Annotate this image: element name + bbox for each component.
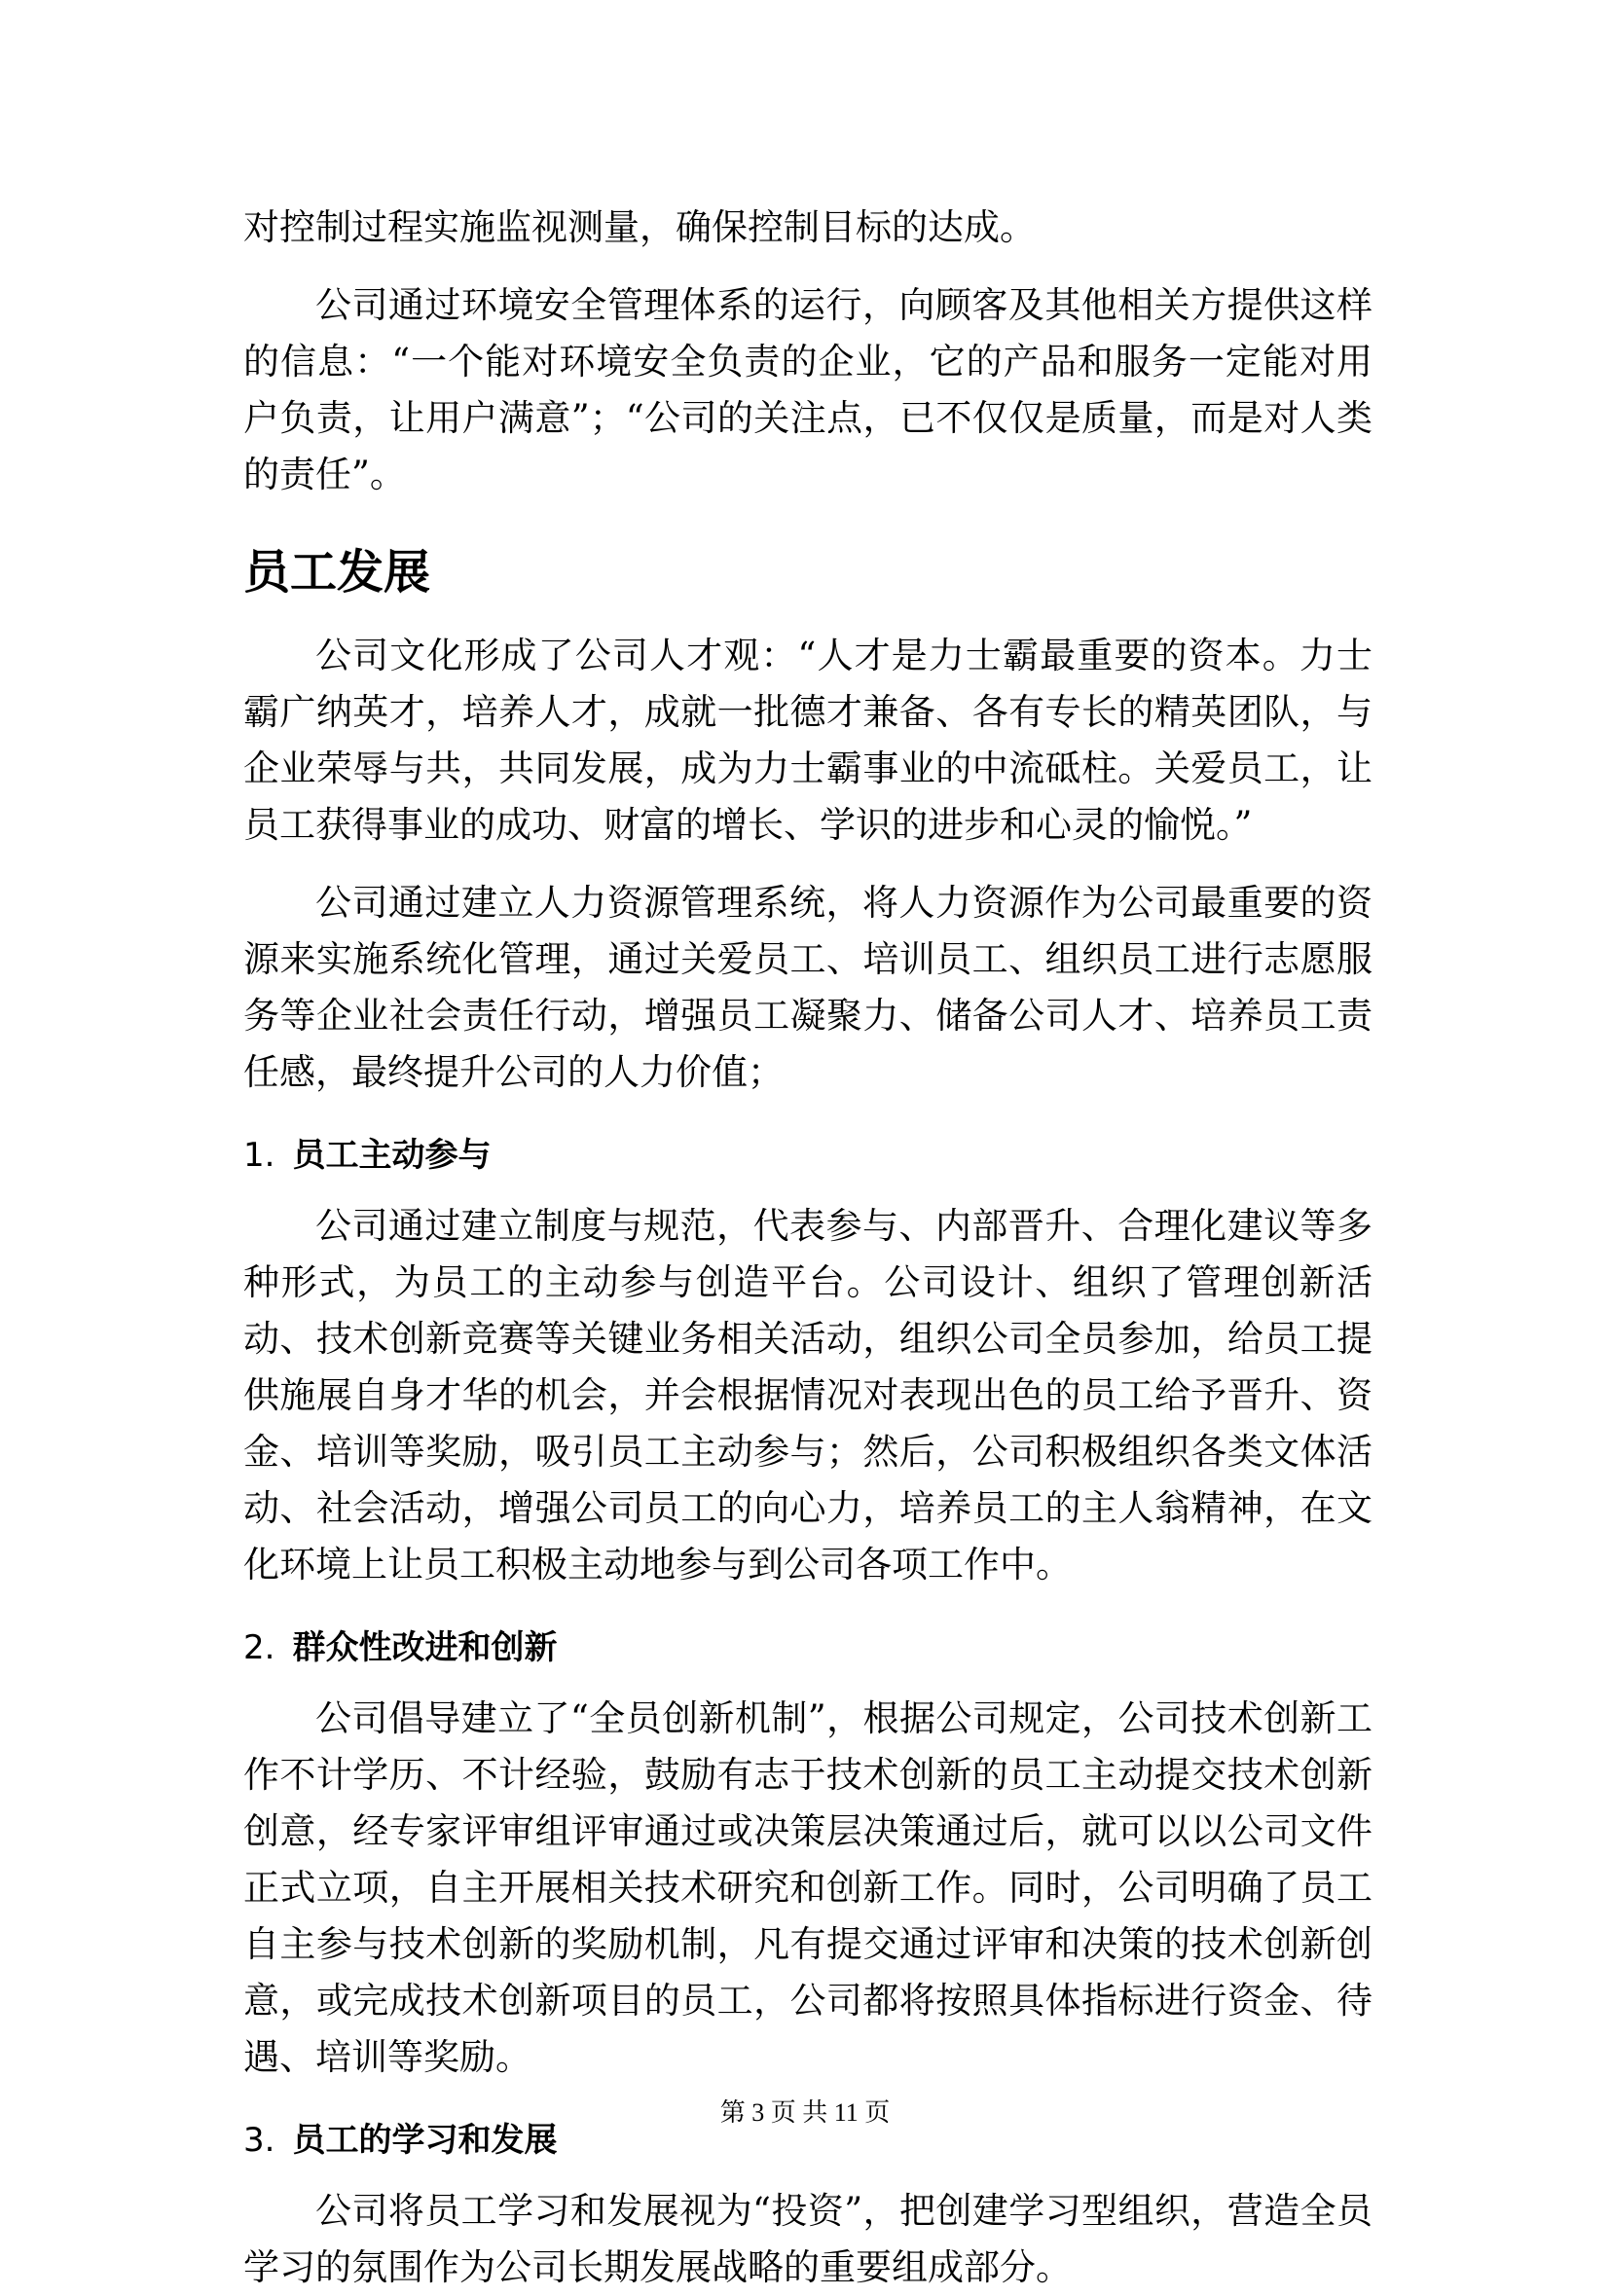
subsection-heading-1 — [243, 1124, 1372, 1186]
paragraph-environment-safety: 公司通过环境安全管理体系的运行，向顾客及其他相关方提供这样的信息：“一个能对环境安全负责的企业，它的产品和服务一定能对用户负责，让用户满意”；“公司的关注点，已不仅仅是质量，而是对人类的责任”。 — [243, 284, 1372, 495]
subsection-number: 3. — [243, 2121, 275, 2160]
paragraph-active-participation: 公司通过建立制度与规范，代表参与、内部晋升、合理化建议等多种形式，为员工的主动参与创造平台。公司设计、组织了管理创新活动、技术创新竞赛等关键业务相关活动，组织公司全员参加，给员工提供施展自身才华的机会，并会根据情况对表现出色的员工给予晋升、资金、培训等奖励，吸引员工主动参与；然后，公司积极组织各类文体活动、社会活动，增强公司员工的向心力，培养员工的主人翁精神，在文化环境上让员工积极主动地参与到公司各项工作中。 — [243, 1205, 1372, 1585]
paragraph-control-process: 对控制过程实施监视测量，确保控制目标的达成。 — [243, 206, 1036, 248]
page-footer: 第 3 页 共 11 页 — [719, 2098, 891, 2127]
paragraph-innovation: 公司倡导建立了“全员创新机制”，根据公司规定，公司技术创新工作不计学历、不计经验，鼓励有志于技术创新的员工主动提交技术创新创意，经专家评审组评审通过或决策层决策通过后，就可以以公司文件正式立项，自主开展相关技术研究和创新工作。同时，公司明确了员工自主参与技术创新的奖励机制，凡有提交通过评审和决策的技术创新创意，或完成技术创新项目的员工，公司都将按照具体指标进行资金、待遇、培训等奖励。 — [243, 1697, 1372, 2078]
subsection-title: 群众性改进和创新 — [292, 1628, 558, 1667]
paragraph-talent-view: 公司文化形成了公司人才观：“人才是力士霸最重要的资本。力士霸广纳英才，培养人才，成就一批德才兼备、各有专长的精英团队，与企业荣辱与共，共同发展，成为力士霸事业的中流砥柱。关爱员工，让员工获得事业的成功、财富的增长、学识的进步和心灵的愉悦。” — [243, 635, 1372, 846]
paragraph-learning: 公司将员工学习和发展视为“投资”，把创建学习型组织，营造全员学习的氛围作为公司长期发展战略的重要组成部分。 — [243, 2190, 1372, 2288]
subsection-heading-2 — [243, 1617, 1372, 1679]
subsection-number: 1. — [243, 1136, 275, 1175]
subsection-title: 员工的学习和发展 — [292, 2121, 558, 2160]
subsection-title: 员工主动参与 — [292, 1136, 492, 1175]
section-title-employee-development: 员工发展 — [243, 545, 431, 600]
paragraph-hr-system: 公司通过建立人力资源管理系统，将人力资源作为公司最重要的资源来实施系统化管理，通过关爱员工、培训员工、组织员工进行志愿服务等企业社会责任行动，增强员工凝聚力、储备公司人才、培养员工责任感，最终提升公司的人力价值； — [243, 882, 1372, 1093]
document-page — [243, 200, 1372, 2296]
subsection-number: 2. — [243, 1628, 275, 1667]
